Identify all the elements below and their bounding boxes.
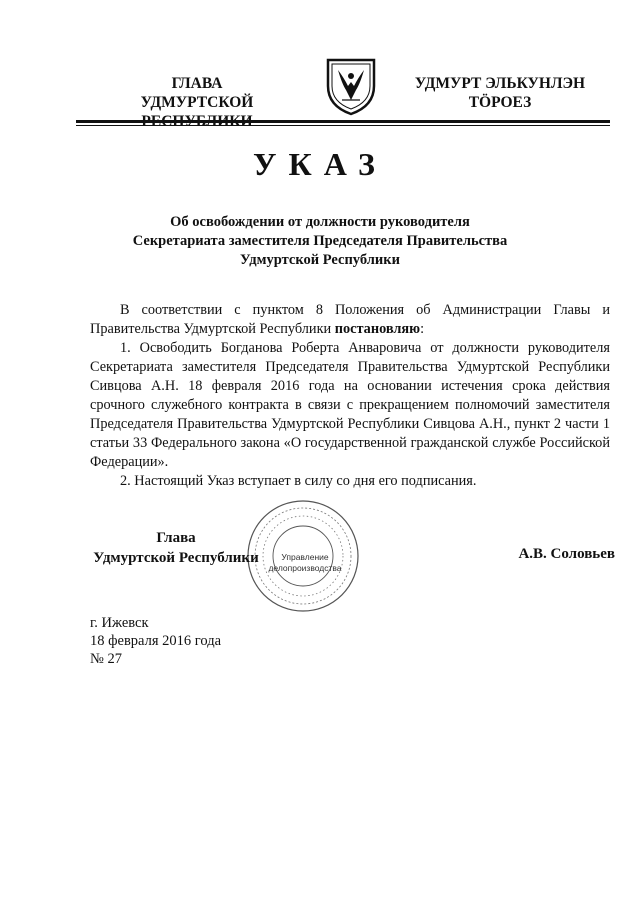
item-1-paragraph: 1. Освободить Богданова Роберта Анваровича от должности руководителя Секретариата заместителя Председателя Правительства Удмуртской Республики Сивцова А.Н. 18 февраля 2016 года на основании истечения срока действия срочного служебного контракта в связи с прекращением полномочий заместителя Председателя Правительства Удмуртской Республики Сивцова А.Н., пункт 2 части 1 статьи 33 Федерального закона «О государственной гражданской службе Российской Федерации». (90, 340, 610, 470)
signatory-title-line2: Удмуртской Республики (93, 550, 259, 566)
header-right (400, 74, 600, 112)
signatory-title-line1: Глава (156, 530, 196, 546)
intro-end: : (420, 321, 425, 337)
subject-line3: Удмуртской Республики (240, 252, 400, 268)
footer-number: № 27 (90, 651, 122, 667)
document-subject (100, 213, 540, 270)
header-right-line2: ТӦРОЕЗ (468, 94, 532, 111)
document-title: УКАЗ (253, 146, 387, 182)
footer-city: г. Ижевск (90, 615, 149, 631)
document-footer (90, 614, 221, 668)
coat-of-arms-emblem (320, 56, 382, 116)
signatory-name: А.В. Соловьев (518, 546, 615, 562)
intro-bold-word: постановляю (334, 321, 421, 337)
signatory-title (90, 528, 262, 568)
seal-text (262, 552, 348, 574)
header-rule-thick (76, 120, 610, 123)
document-body (90, 301, 610, 491)
header-left-line1: ГЛАВА (171, 75, 223, 92)
item-2-paragraph: 2. Настоящий Указ вступает в силу со дня его подписания. (120, 473, 477, 489)
intro-paragraph (90, 301, 610, 339)
seal-text-line1: Управление (281, 552, 329, 562)
intro-text: В соответствии с пунктом 8 Положения об Администрации Главы и Правительства Удмуртской Республики (90, 302, 610, 337)
header-right-line1: УДМУРТ ЭЛЬКУНЛЭН (414, 75, 586, 92)
subject-line1: Об освобождении от должности руководителя (170, 214, 470, 230)
subject-line2: Секретариата заместителя Председателя Правительства (132, 233, 508, 249)
seal-text-line2: делопроизводства (268, 563, 342, 573)
header-rule-thin (76, 125, 610, 126)
header-left-line2: УДМУРТСКОЙ (140, 94, 254, 111)
footer-date: 18 февраля 2016 года (90, 633, 222, 649)
